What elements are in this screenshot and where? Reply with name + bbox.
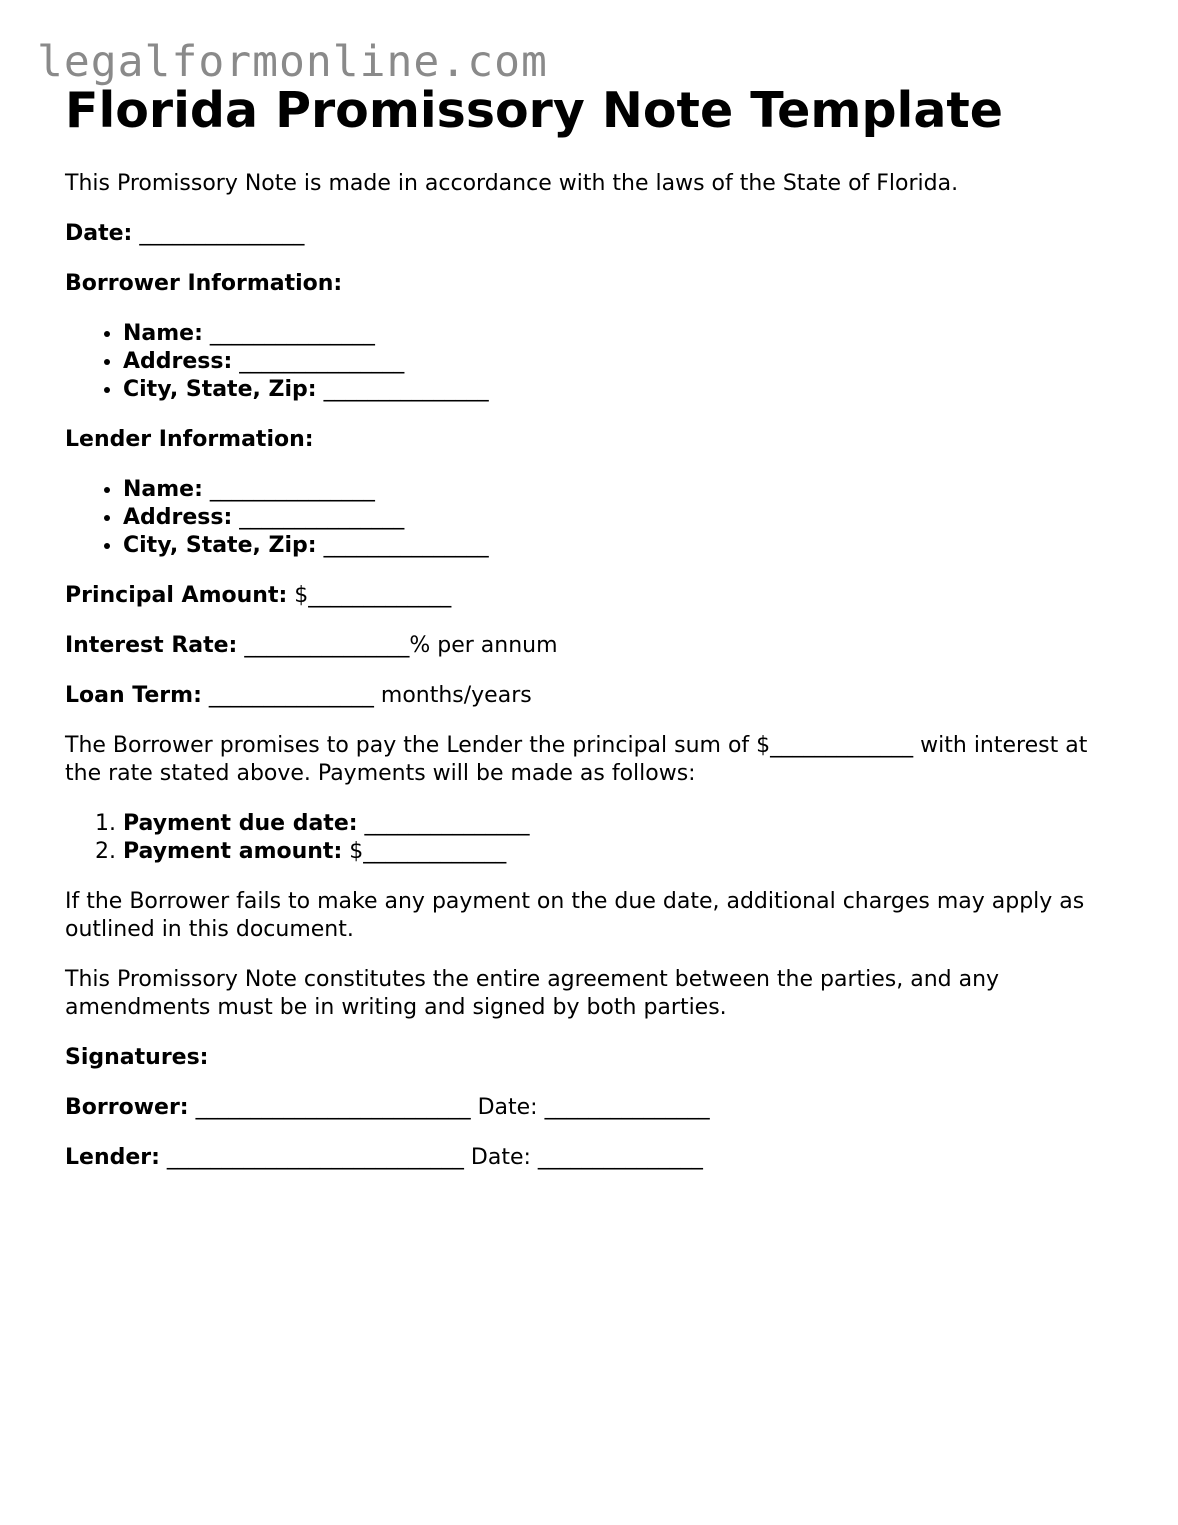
list-item (123, 838, 1125, 866)
signatures-heading: Signatures: (65, 1045, 209, 1070)
lender-city-blank: _______________ (323, 533, 489, 558)
borrower-signature-blank: _________________________ (195, 1095, 471, 1120)
list-item (123, 532, 1125, 560)
lender-signature-blank: ___________________________ (166, 1145, 464, 1170)
list-item (123, 810, 1125, 838)
term-field (65, 682, 1125, 710)
borrower-name-blank: _______________ (209, 321, 375, 346)
lender-info-heading: Lender Information: (65, 427, 314, 452)
interest-field (65, 632, 1125, 660)
borrower-date-label: Date: (477, 1095, 538, 1120)
lender-address-blank: _______________ (239, 505, 405, 530)
payments-list (65, 810, 1125, 866)
payment-amount-blank: $_____________ (349, 839, 507, 864)
payment-due-label: Payment due date: (123, 811, 358, 836)
agreement-paragraph: This Promissory Note constitutes the entire agreement between the parties, and any amendments must be in writing and signed by both parties. (65, 967, 1000, 1020)
lender-date-blank: _______________ (537, 1145, 703, 1170)
borrower-signature-line (65, 1094, 1125, 1122)
borrower-city-blank: _______________ (323, 377, 489, 402)
lender-info-list (65, 476, 1125, 560)
principal-field (65, 582, 1125, 610)
page-title: Florida Promissory Note Template (65, 82, 1004, 139)
date-label: Date: (65, 221, 133, 246)
borrower-address-label: Address: (123, 349, 233, 374)
list-item (123, 504, 1125, 532)
document-body (65, 78, 1125, 1172)
borrower-signature-label: Borrower: (65, 1095, 189, 1120)
list-item (123, 320, 1125, 348)
term-value: _______________ months/years (208, 683, 532, 708)
lender-signature-label: Lender: (65, 1145, 160, 1170)
borrower-name-label: Name: (123, 321, 203, 346)
lender-address-label: Address: (123, 505, 233, 530)
list-item (123, 376, 1125, 404)
date-field (65, 220, 1125, 248)
interest-label: Interest Rate: (65, 633, 238, 658)
borrower-info-list (65, 320, 1125, 404)
default-paragraph: If the Borrower fails to make any payment on the due date, additional charges may apply as outlined in this document. (65, 889, 1085, 942)
intro-paragraph: This Promissory Note is made in accordance with the laws of the State of Florida. (65, 171, 959, 196)
principal-label: Principal Amount: (65, 583, 288, 608)
list-item (123, 348, 1125, 376)
list-item (123, 476, 1125, 504)
lender-name-label: Name: (123, 477, 203, 502)
borrower-info-heading: Borrower Information: (65, 271, 343, 296)
lender-city-label: City, State, Zip: (123, 533, 317, 558)
borrower-date-blank: _______________ (544, 1095, 710, 1120)
term-label: Loan Term: (65, 683, 202, 708)
payment-amount-label: Payment amount: (123, 839, 343, 864)
payment-due-blank: _______________ (364, 811, 530, 836)
principal-value: $_____________ (294, 583, 452, 608)
promise-paragraph: The Borrower promises to pay the Lender the principal sum of $_____________ with interest at the rate stated above. Payments will be made as follows: (65, 733, 1088, 786)
borrower-city-label: City, State, Zip: (123, 377, 317, 402)
date-blank: _______________ (139, 221, 305, 246)
interest-value: _______________% per annum (244, 633, 558, 658)
lender-name-blank: _______________ (209, 477, 375, 502)
lender-signature-line (65, 1144, 1125, 1172)
lender-date-label: Date: (470, 1145, 531, 1170)
watermark: legalformonline.com (37, 37, 548, 87)
borrower-address-blank: _______________ (239, 349, 405, 374)
